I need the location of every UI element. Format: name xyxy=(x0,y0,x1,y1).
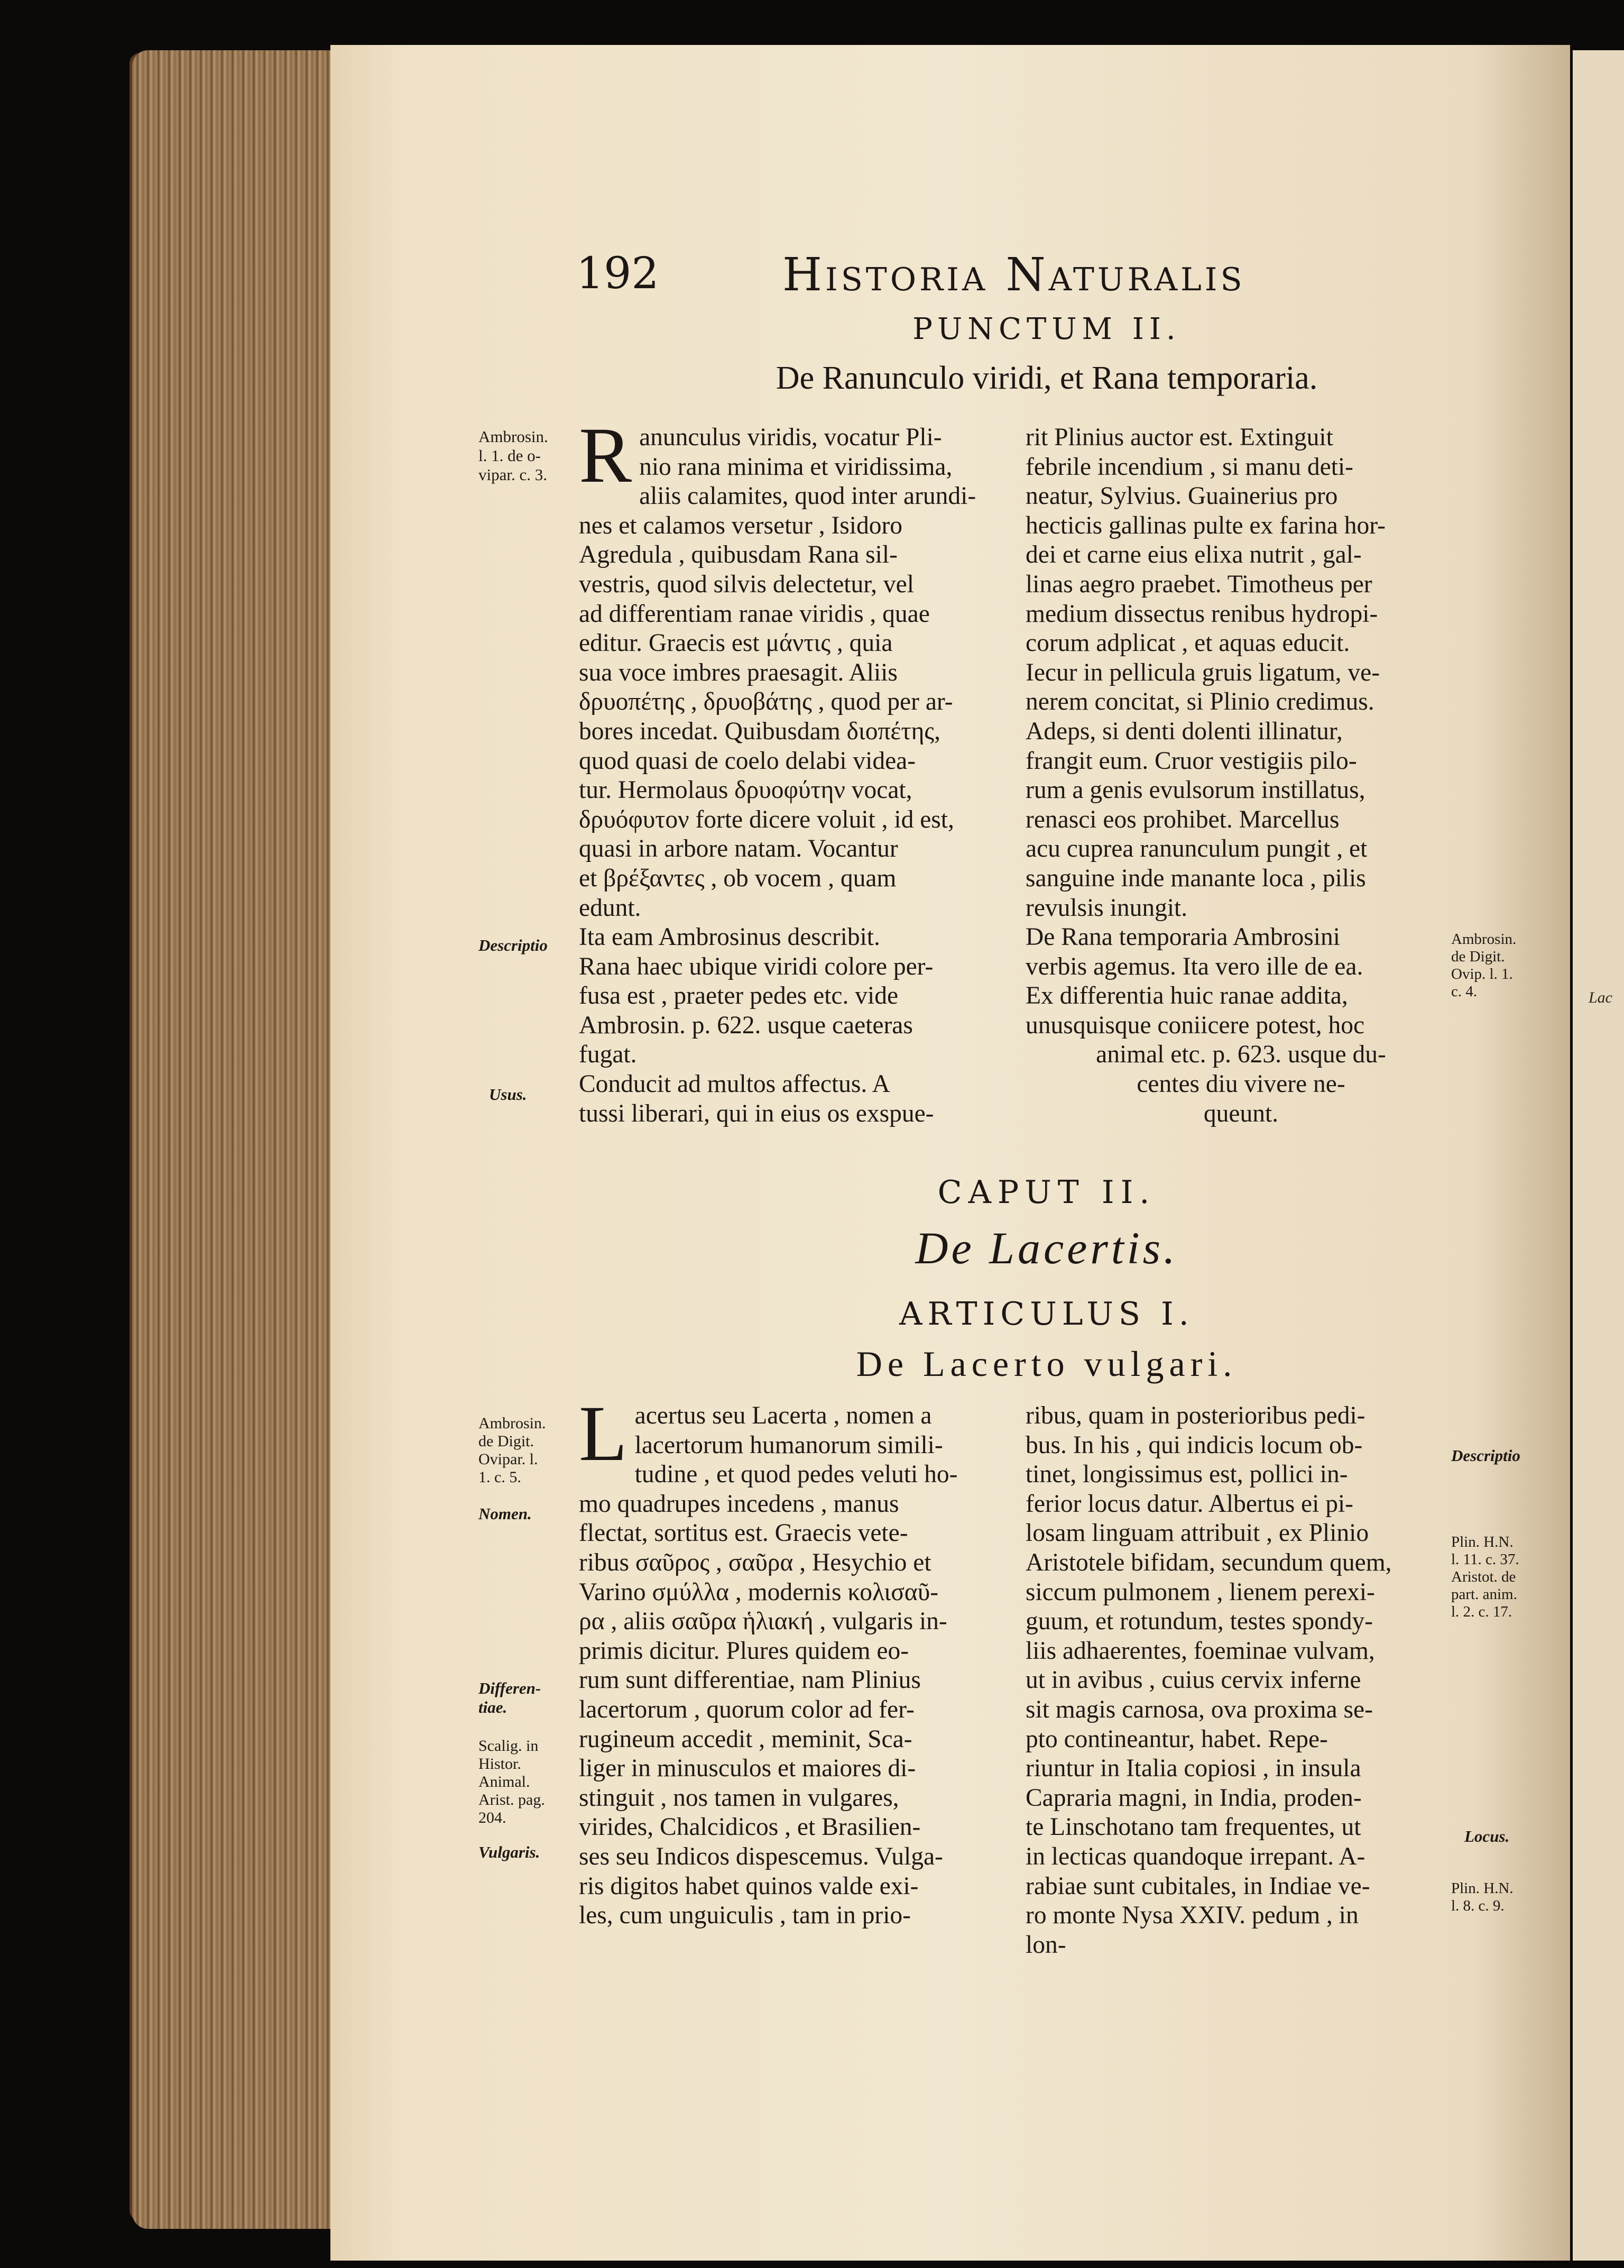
text-line: De Rana temporaria Ambrosini xyxy=(1026,923,1340,951)
text-line: aliis calamites, quod inter arundi- xyxy=(639,482,976,510)
text-line: te Linschotano tam frequentes, ut xyxy=(1026,1813,1361,1841)
margin-ref-plin-arist xyxy=(1451,1534,1557,1621)
margin-line: 204. xyxy=(478,1809,506,1826)
text-line: ribus, quam in posterioribus pedi- xyxy=(1026,1402,1365,1429)
text-line: ferior locus datur. Albertus ei pi- xyxy=(1026,1490,1353,1518)
text-line: revulsis inungit. xyxy=(1026,894,1188,922)
text-line: nerem concitat, si Plinio credimus. xyxy=(1026,688,1374,716)
articulus-title: De Lacerto vulgari. xyxy=(856,1344,1238,1384)
text-line: hecticis gallinas pulte ex farina hor- xyxy=(1026,511,1386,539)
text-line: sua voce imbres praesagit. Aliis xyxy=(579,658,898,686)
text-line: edunt. xyxy=(579,894,641,922)
text-line: liis adhaerentes, foeminae vulvam, xyxy=(1026,1637,1375,1665)
text-line: anunculus viridis, vocatur Pli- xyxy=(639,424,942,451)
text-line: tudine , et quod pedes veluti ho- xyxy=(634,1461,958,1489)
punctum-title: De Ranunculo viridi, et Rana temporaria. xyxy=(776,360,1318,396)
text-line: riuntur in Italia copiosi , in insula xyxy=(1026,1755,1361,1783)
text-line: ro monte Nysa XXIV. pedum , in xyxy=(1026,1902,1359,1930)
margin-line: vipar. c. 3. xyxy=(478,465,547,484)
text-line: liger in minusculos et maiores di- xyxy=(579,1755,916,1783)
text-line: rum sunt differentiae, nam Plinius xyxy=(579,1666,921,1694)
text-line: corum adplicat , et aquas educit. xyxy=(1026,629,1350,657)
text-line: les, cum unguiculis , tam in prio- xyxy=(579,1902,911,1930)
text-line: nes et calamos versetur , Isidoro xyxy=(579,511,903,539)
margin-line: Arist. pag. xyxy=(478,1791,545,1808)
margin-line: Ovipar. l. xyxy=(478,1450,538,1468)
text-line: medium dissectus renibus hydropi- xyxy=(1026,600,1378,628)
margin-vulgaris: Vulgaris. xyxy=(478,1843,540,1861)
margin-descriptio: Descriptio xyxy=(478,936,548,954)
text-line: ses seu Indicos dispescemus. Vulga- xyxy=(579,1842,943,1870)
margin-line: Ambrosin. xyxy=(478,427,548,446)
facing-page-edge xyxy=(1573,50,1624,2261)
text-line: nio rana minima et viridissima, xyxy=(639,453,953,481)
facing-page-fragment: Lac xyxy=(1589,989,1612,1006)
text-line: Iecur in pellicula gruis ligatum, ve- xyxy=(1026,658,1380,686)
margin-line: Histor. xyxy=(478,1755,521,1773)
margin-ref-ambrosin-3 xyxy=(478,1415,579,1486)
text-line: Ambrosin. p. 622. usque caeteras xyxy=(579,1011,913,1039)
text-line: Rana haec ubique viridi colore per- xyxy=(579,952,934,980)
text-line: losam linguam attribuit , ex Plinio xyxy=(1026,1519,1369,1547)
text-line: Aristotele bifidam, secundum quem, xyxy=(1026,1548,1392,1576)
margin-line: l. 1. de o- xyxy=(478,446,541,465)
text-line: Ita eam Ambrosinus describit. xyxy=(579,923,880,951)
text-line: febrile incendium , si manu deti- xyxy=(1026,453,1353,481)
text-line: acertus seu Lacerta , nomen a xyxy=(634,1402,932,1429)
text-line: lon- xyxy=(1026,1931,1066,1959)
margin-line: Plin. H.N. xyxy=(1451,1880,1514,1897)
text-line: frangit eum. Cruor vestigiis pilo- xyxy=(1026,747,1357,775)
text-line: tur. Hermolaus δρυοφύτην vocat, xyxy=(579,776,912,804)
text-line: dei et carne eius elixa nutrit , gal- xyxy=(1026,541,1362,569)
text-line: vestris, quod silvis delectetur, vel xyxy=(579,570,914,598)
margin-line: c. 4. xyxy=(1451,983,1478,1000)
text-line: bores incedat. Quibusdam διοπέτης, xyxy=(579,717,940,745)
text-line: acu cuprea ranunculum pungit , et xyxy=(1026,835,1368,863)
text-line: Adeps, si denti dolenti illinatur, xyxy=(1026,717,1343,745)
text-line: editur. Graecis est μάντις , quia xyxy=(579,629,893,657)
margin-line: 1. c. 5. xyxy=(478,1468,521,1486)
section1-left-column xyxy=(579,411,1002,1128)
text-line: guum, et rotundum, testes spondy- xyxy=(1026,1608,1373,1636)
caput-title: De Lacertis. xyxy=(915,1223,1178,1273)
text-line: primis dicitur. Plures quidem eo- xyxy=(579,1637,909,1665)
text-line: queunt. xyxy=(1203,1099,1279,1127)
margin-line: part. anim. xyxy=(1451,1586,1517,1603)
text-line: ris digitos habet quinos valde exi- xyxy=(579,1872,919,1900)
text-line: rum a genis evulsorum instillatus, xyxy=(1026,776,1365,804)
text-line: rabiae sunt cubitales, in Indiae ve- xyxy=(1026,1872,1370,1900)
text-line: neatur, Sylvius. Guainerius pro xyxy=(1026,482,1338,510)
margin-line: de Digit. xyxy=(1451,948,1505,965)
margin-locus: Locus. xyxy=(1464,1827,1510,1845)
text-line: renasci eos prohibet. Marcellus xyxy=(1026,805,1340,833)
page-edges xyxy=(132,50,354,2229)
text-line: virides, Chalcidicos , et Brasilien- xyxy=(579,1813,921,1841)
text-line: sanguine inde manante loca , pilis xyxy=(1026,864,1366,892)
margin-ref-scaliger xyxy=(478,1737,579,1827)
text-line: ad differentiam ranae viridis , quae xyxy=(579,600,930,628)
text-line: Agredula , quibusdam Rana sil- xyxy=(579,541,898,569)
margin-line: de Digit. xyxy=(478,1433,534,1450)
text-line: linas aegro praebet. Timotheus per xyxy=(1026,570,1372,598)
text-line: centes diu vivere ne- xyxy=(1137,1070,1345,1098)
text-line: Conducit ad multos affectus. A xyxy=(579,1070,890,1098)
running-header xyxy=(576,243,1422,312)
text-line: tinet, longissimus est, pollici in- xyxy=(1026,1461,1348,1489)
margin-ref-ambrosin-1 xyxy=(478,427,584,484)
text-line: quasi in arbore natam. Vocantur xyxy=(579,835,898,863)
margin-line: l. 8. c. 9. xyxy=(1451,1897,1505,1914)
page-number: 192 xyxy=(576,249,659,299)
margin-line: Plin. H.N. xyxy=(1451,1534,1514,1550)
punctum-label: PUNCTUM II. xyxy=(912,312,1181,346)
text-line: in lecticas quandoque irrepant. A- xyxy=(1026,1842,1365,1870)
text-line: lacertorum humanorum simili- xyxy=(634,1431,943,1459)
text-line: mo quadrupes incedens , manus xyxy=(579,1490,899,1518)
margin-ref-ambrosin-2 xyxy=(1451,931,1536,1000)
margin-nomen: Nomen. xyxy=(478,1504,532,1523)
text-line: tussi liberari, qui in eius os exspue- xyxy=(579,1099,934,1127)
text-line: fugat. xyxy=(579,1041,637,1069)
text-line: fusa est , praeter pedes etc. vide xyxy=(579,982,899,1010)
text-line: ut in avibus , cuius cervix inferne xyxy=(1026,1666,1361,1694)
text-line: lacertorum , quorum color ad fer- xyxy=(579,1695,915,1723)
margin-line: Animal. xyxy=(478,1773,530,1790)
margin-line: Ovip. l. 1. xyxy=(1451,966,1513,983)
caput-label: CAPUT II. xyxy=(937,1174,1156,1211)
text-line: unusquisque coniicere potest, hoc xyxy=(1026,1011,1365,1039)
margin-line: Differen- xyxy=(478,1679,541,1697)
margin-descriptio-2: Descriptio xyxy=(1451,1446,1520,1465)
margin-differentiae xyxy=(478,1679,541,1717)
text-line: sit magis carnosa, ova proxima se- xyxy=(1026,1695,1373,1723)
text-line: δρυοπέτης , δρυοβάτης , quod per ar- xyxy=(579,688,953,716)
margin-ref-plin-2 xyxy=(1451,1880,1557,1915)
section2-left-column xyxy=(579,1390,1002,1931)
text-line: Capraria magni, in India, proden- xyxy=(1026,1784,1362,1812)
margin-line: Scalig. in xyxy=(478,1737,539,1755)
text-line: Varino σμύλλα , modernis κολισαῦ- xyxy=(579,1578,939,1606)
text-line: quod quasi de coelo delabi videa- xyxy=(579,747,916,775)
dropcap-r: R xyxy=(579,411,632,499)
text-line: Ex differentia huic ranae addita, xyxy=(1026,982,1348,1010)
margin-usus: Usus. xyxy=(489,1085,527,1104)
text-line: siccum pulmonem , lienem perexi- xyxy=(1026,1578,1375,1606)
section1-right-column xyxy=(1026,423,1456,1128)
text-line: stinguit , nos tamen in vulgares, xyxy=(579,1784,899,1812)
text-line: rit Plinius auctor est. Extinguit xyxy=(1026,424,1333,451)
text-line: ribus σαῦρος , σαῦρα , Hesychio et xyxy=(579,1548,931,1576)
text-line: δρυόφυτον forte dicere voluit , id est, xyxy=(579,805,954,833)
margin-line: l. 11. c. 37. xyxy=(1451,1551,1519,1568)
text-line: et βρέξαντες , ob vocem , quam xyxy=(579,864,897,892)
margin-line: Aristot. de xyxy=(1451,1568,1516,1585)
margin-line: Ambrosin. xyxy=(1451,931,1517,948)
text-line: rugineum accedit , meminit, Sca- xyxy=(579,1725,912,1753)
running-title: Historia Naturalis xyxy=(782,249,1245,301)
text-line: bus. In his , qui indicis locum ob- xyxy=(1026,1431,1363,1459)
text-line: ρα , aliis σαῦρα ἡλιακή , vulgaris in- xyxy=(579,1608,947,1636)
text-line: verbis agemus. Ita vero ille de ea. xyxy=(1026,952,1363,980)
text-line: pto contineantur, habet. Repe- xyxy=(1026,1725,1328,1753)
margin-line: l. 2. c. 17. xyxy=(1451,1603,1512,1620)
margin-line: Ambrosin. xyxy=(478,1415,546,1432)
text-line: flectat, sortitus est. Graecis vete- xyxy=(579,1519,908,1547)
text-line: animal etc. p. 623. usque du- xyxy=(1096,1041,1386,1069)
margin-line: tiae. xyxy=(478,1698,508,1716)
dropcap-l: L xyxy=(579,1390,628,1477)
section2-right-column xyxy=(1026,1401,1456,1960)
articulus-label: ARTICULUS I. xyxy=(899,1296,1194,1333)
